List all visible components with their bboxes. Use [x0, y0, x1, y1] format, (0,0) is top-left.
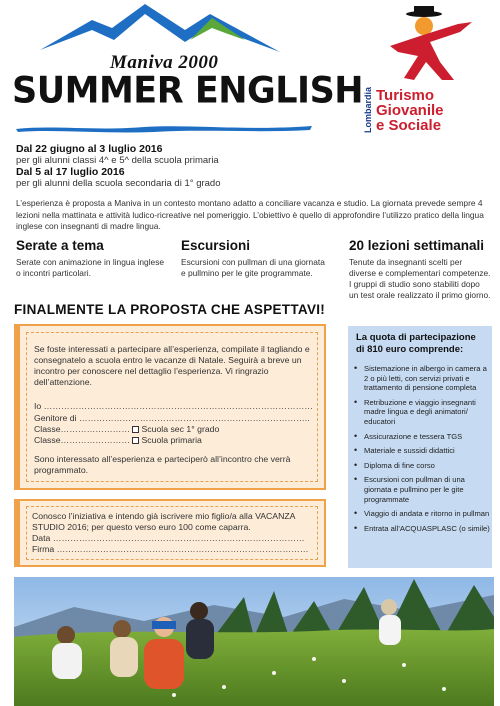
secondary-school-label: Scuola sec 1° grado [141, 424, 220, 434]
headline-banner: FINALMENTE LA PROPOSTA CHE ASPETTAVI! [14, 302, 326, 317]
name-field-line[interactable]: Io ………………………………………………………………………………… [34, 401, 313, 411]
column-title-serate: Serate a tema [16, 238, 104, 253]
column-text-serate: Serate con animazione in lingua inglese o incontri particolari. [16, 257, 165, 278]
date-audience-secondary: per gli alunni della scuola secondaria di 1° grado [16, 178, 221, 189]
intro-paragraph: L’esperienza è proposta a Maniva in un contesto montano adatto a conciliare vacanza e studio. La giornata prevede sempre 4 lezioni nella mattinata e attività ludico-ricreative nel pomeriggio. L’obiettivo è quello di approfondire l’utilizzo pratico della lingua inglese con insegnanti di madre lingua. [16, 198, 484, 231]
slip-closing-text: Sono interessato all’esperienza e parteciperò all’incontro che verrà programmato. [34, 454, 291, 475]
date-range-secondary: Dal 5 al 17 luglio 2016 [16, 166, 125, 178]
mountains-logo [40, 0, 280, 56]
logo-region-label: Lombardia [363, 86, 373, 133]
column-text-lezioni: Tenute da insegnanti scelti per diverse e complementari competenze. I gruppi di studio sono stabiliti dopo un test orale realizzato il primo giorno. [349, 257, 491, 300]
class-field-line-2[interactable] [34, 435, 202, 446]
column-title-escursioni: Escursioni [181, 238, 251, 253]
slip-intro-text: Se foste interessati a partecipare all’esperienza, compilate il tagliando e consegnatelo a scuola entro le vacanze di Natale. Seguirà a breve un incontro per conoscere nel dettaglio l’esperienza. Vi ringrazio dell’attenzione. [34, 344, 310, 387]
signature-field-line[interactable]: Firma …………………………………………………………………………… [32, 544, 309, 554]
brush-stroke-divider [14, 122, 314, 134]
registration-slip [14, 324, 326, 490]
column-title-lezioni: 20 lezioni settimanali [349, 238, 485, 253]
list-item: • Diploma di fine corso [352, 461, 490, 471]
logo-word-giovanile: Giovanile [376, 102, 444, 119]
price-inclusions-list [352, 364, 490, 538]
logo-word-turismo: Turismo [376, 87, 435, 104]
date-audience-primary: per gli alunni classi 4^ e 5^ della scuola primaria [16, 155, 219, 166]
enrollment-slip [14, 499, 326, 567]
page-title: SUMMER ENGLISH [12, 70, 364, 112]
enrollment-text: Conosco l’iniziativa e intendo già iscrivere mio figlio/a alla VACANZA STUDIO 2016; per questo verso euro 100 come caparra. [32, 511, 295, 532]
list-item: • Sistemazione in albergo in camera a 2 o più letti, con servizi privati e trattamento di pensione completa [352, 364, 490, 393]
list-item: • Assicurazione e tessera TGS [352, 432, 490, 442]
list-item: • Retribuzione e viaggio insegnanti madre lingua e degli animatori/ educatori [352, 398, 490, 427]
logo-word-sociale: e Sociale [376, 117, 442, 134]
primary-school-label: Scuola primaria [141, 435, 202, 445]
tgs-figure-logo [380, 6, 480, 86]
date-range-primary: Dal 22 giugno al 3 luglio 2016 [16, 143, 163, 155]
class-field-line[interactable] [34, 424, 219, 435]
price-box-title: La quota di partecipazione di 810 euro comprende: [356, 332, 476, 355]
class-field-label-2: Classe…………………… [34, 435, 131, 445]
date-field-line[interactable]: Data …………………………………………………………………………… [32, 533, 305, 543]
primary-school-checkbox[interactable] [132, 437, 139, 444]
list-item: • Escursioni con pullman di una giornata e pullmino per le gite programmate [352, 475, 490, 504]
class-field-label: Classe…………………… [34, 424, 131, 434]
list-item: • Viaggio di andata e ritorno in pullman [352, 509, 490, 519]
list-item: • Materiale e sussidi didattici [352, 446, 490, 456]
list-item: • Entrata all’ACQUASPLASC (o simile) [352, 524, 490, 534]
event-subtitle: Maniva 2000 [110, 52, 219, 73]
column-text-escursioni: Escursioni con pullman di una giornata e pullmino per le gite programmate. [181, 257, 325, 278]
secondary-school-checkbox[interactable] [132, 426, 139, 433]
parent-of-field-line[interactable]: Genitore di …………………………………………………………………….. [34, 413, 310, 423]
students-meadow-photo [14, 577, 494, 706]
